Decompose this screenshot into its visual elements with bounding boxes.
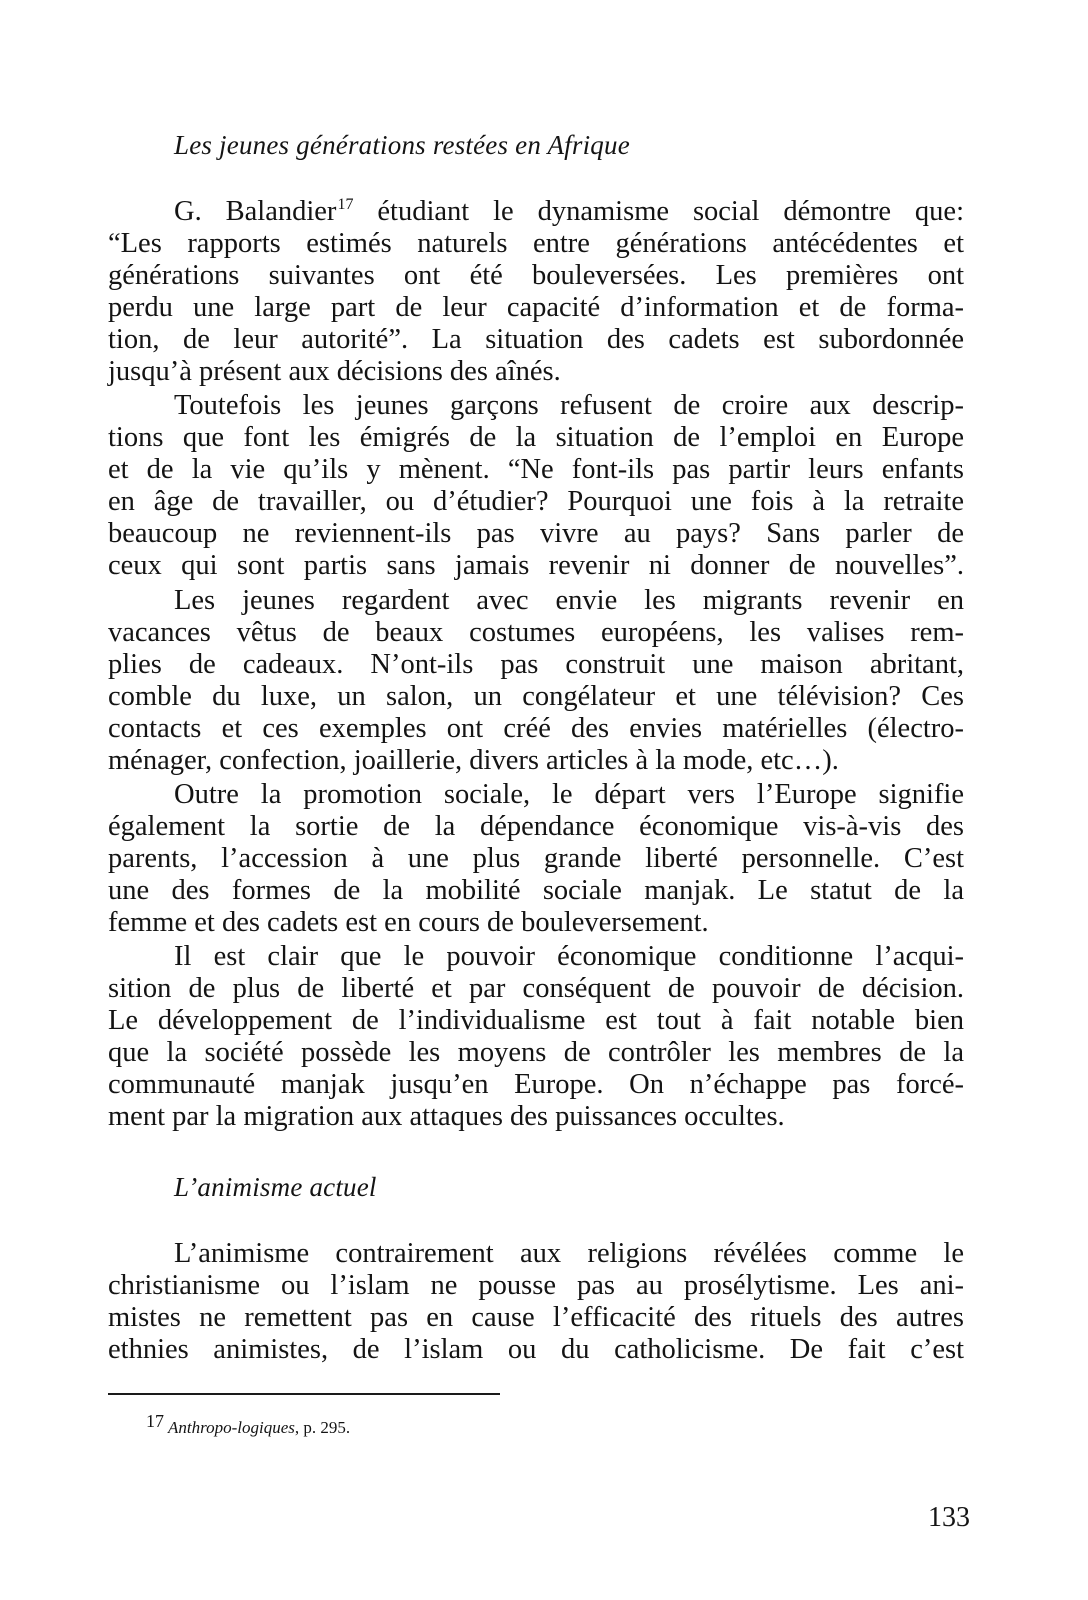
paragraph-line: Le développement de l’individualisme est tout à fait notable bien xyxy=(108,1005,964,1036)
paragraph-line: femme et des cadets est en cours de bouleversement. xyxy=(108,907,709,938)
paragraph-line: tions que font les émigrés de la situation de l’emploi en Europe xyxy=(108,422,964,453)
paragraph-line: plies de cadeaux. N’ont-ils pas construit une maison abritant, xyxy=(108,649,964,680)
paragraph-line: Les jeunes regardent avec envie les migrants revenir en xyxy=(174,585,964,616)
footnote-separator xyxy=(108,1393,500,1395)
paragraph-line: parents, l’accession à une plus grande liberté personnelle. C’est xyxy=(108,843,964,874)
paragraph-line: ceux qui sont partis sans jamais revenir ni donner de nouvelles”. xyxy=(108,550,964,581)
section-heading: Les jeunes générations restées en Afrique xyxy=(174,130,630,160)
paragraph-line: vacances vêtus de beaux costumes européens, les valises rem- xyxy=(108,617,964,648)
paragraph-line: ménager, confection, joaillerie, divers articles à la mode, etc…). xyxy=(108,745,839,776)
paragraph-line: jusqu’à présent aux décisions des aînés. xyxy=(108,356,561,387)
paragraph-line: que la société possède les moyens de contrôler les membres de la xyxy=(108,1037,964,1068)
paragraph-line: et de la vie qu’ils y mènent. “Ne font-ils pas partir leurs enfants xyxy=(108,454,964,485)
footnote-reference: 17 xyxy=(337,196,354,213)
page-number: 133 xyxy=(928,1502,970,1533)
paragraph-line: comble du luxe, un salon, un congélateur et une télévision? Ces xyxy=(108,681,964,712)
paragraph-line: sition de plus de liberté et par conséquent de pouvoir de décision. xyxy=(108,973,964,1004)
author-name: G. Balandier xyxy=(174,196,337,227)
footnote xyxy=(146,1411,351,1439)
paragraph-line: Outre la promotion sociale, le départ vers l’Europe signifie xyxy=(174,779,964,810)
footnote-source-title: Anthropo-logiques xyxy=(168,1418,295,1437)
paragraph-line: ment par la migration aux attaques des puissances occultes. xyxy=(108,1101,785,1132)
paragraph-line: également la sortie de la dépendance économique vis-à-vis des xyxy=(108,811,964,842)
paragraph-line: christianisme ou l’islam ne pousse pas au prosélytisme. Les ani- xyxy=(108,1270,964,1301)
paragraph-line: “Les rapports estimés naturels entre générations antécédentes et xyxy=(108,228,964,259)
footnote-number: 17 xyxy=(146,1411,164,1431)
paragraph-line: L’animisme contrairement aux religions révélées comme le xyxy=(174,1238,964,1269)
paragraph-line: mistes ne remettent pas en cause l’efficacité des rituels des autres xyxy=(108,1302,964,1333)
paragraph-line: tion, de leur autorité”. La situation des cadets est subordonnée xyxy=(108,324,964,355)
paragraph-line: contacts et ces exemples ont créé des envies matérielles (électro- xyxy=(108,713,964,744)
paragraph-line: Toutefois les jeunes garçons refusent de croire aux descrip- xyxy=(174,390,964,421)
paragraph-line: communauté manjak jusqu’en Europe. On n’échappe pas forcé- xyxy=(108,1069,964,1100)
line-text: étudiant le dynamisme social démontre que: xyxy=(353,196,964,227)
section-heading: L’animisme actuel xyxy=(174,1172,377,1202)
paragraph-line: une des formes de la mobilité sociale manjak. Le statut de la xyxy=(108,875,964,906)
paragraph-line: en âge de travailler, ou d’étudier? Pourquoi une fois à la retraite xyxy=(108,486,964,517)
paragraph-line xyxy=(174,196,964,228)
paragraph-line: ethnies animistes, de l’islam ou du catholicisme. De fait c’est xyxy=(108,1334,964,1365)
footnote-page-ref: , p. 295. xyxy=(294,1418,351,1437)
paragraph-line: beaucoup ne reviennent-ils pas vivre au pays? Sans parler de xyxy=(108,518,964,549)
paragraph-line: Il est clair que le pouvoir économique conditionne l’acqui- xyxy=(174,941,964,972)
paragraph-line: perdu une large part de leur capacité d’information et de forma- xyxy=(108,292,964,323)
paragraph-line: générations suivantes ont été bouleversées. Les premières ont xyxy=(108,260,964,291)
